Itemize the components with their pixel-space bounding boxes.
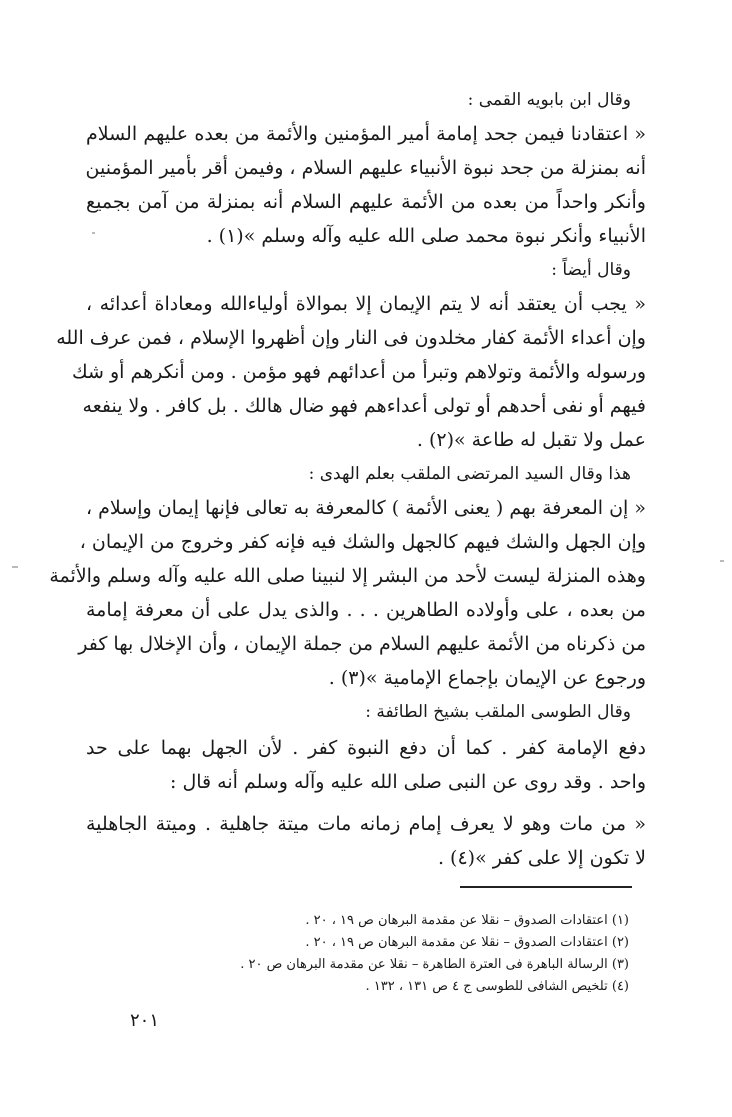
heading-also-said: وقال أيضاً : (551, 260, 631, 280)
scan-speck (12, 566, 18, 568)
text-line: فيهم أو نفى أحدهم أو تولى أعداءهم فهو ضال هالك . بل كافر . ولا ينفعه (82, 395, 646, 417)
scan-speck (720, 560, 724, 562)
text-line: « اعتقادنا فيمن جحد إمامة أمير المؤمنين والأئمة من بعده عليهم السلام (86, 123, 646, 145)
scan-speck (92, 232, 95, 234)
text-line: وأنكر واحداً من بعده من الأئمة عليهم السلام أنه بمنزلة من آمن بجميع (86, 191, 646, 213)
text-line: ورسوله والأئمة وتولاهم وتبرأ من أعدائهم فهو مؤمن . ومن أنكرهم أو شك (72, 361, 646, 383)
heading-ibn-babawayh: وقال ابن بابويه القمى : (467, 90, 631, 110)
page-number: ٢٠١ (130, 1010, 160, 1031)
text-line: عمل ولا تقبل له طاعة »(٢) . (416, 429, 646, 451)
text-line: وهذه المنزلة ليست لأحد من البشر إلا لنبينا صلى الله عليه وآله وسلم والأئمة (49, 565, 646, 587)
heading-al-tusi: وقال الطوسى الملقب بشيخ الطائفة : (365, 702, 631, 722)
text-line: أنه بمنزلة من جحد نبوة الأنبياء عليهم السلام ، وفيمن أقر بأمير المؤمنين (85, 157, 646, 179)
text-line: الأنبياء وأنكر نبوة محمد صلى الله عليه وآله وسلم »(١) . (206, 225, 646, 247)
footnote-separator (460, 886, 632, 888)
text-line: دفع الإمامة كفر . كما أن دفع النبوة كفر . لأن الجهل بهما على حد (86, 737, 646, 759)
text-line: « إن المعرفة بهم ( يعنى الأئمة ) كالمعرفة به تعالى فإنها إيمان وإسلام ، (86, 497, 646, 519)
text-line: ورجوع عن الإيمان بإجماع الإمامية »(٣) . (328, 667, 646, 689)
text-line: لا تكون إلا على كفر »(٤) . (437, 847, 646, 869)
footnote-4: (٤) تلخيص الشافى للطوسى ج ٤ ص ١٣١ ، ١٣٢ . (365, 979, 629, 994)
text-line: « يجب أن يعتقد أنه لا يتم الإيمان إلا بموالاة أولياءالله ومعاداة أعدائه ، (86, 293, 646, 315)
footnote-1: (١) اعتقادات الصدوق – نقلا عن مقدمة البرهان ص ١٩ ، ٢٠ . (305, 913, 629, 928)
text-line: « من مات وهو لا يعرف إمام زمانه مات ميتة جاهلية . وميتة الجاهلية (86, 813, 646, 835)
text-line: وإن أعداء الأئمة كفار مخلدون فى النار وإن أظهروا الإسلام ، فمن عرف الله (56, 327, 646, 349)
text-line: من بعده ، على وأولاده الطاهرين . . . والذى يدل على أن معرفة إمامة (86, 599, 646, 621)
footnote-2: (٢) اعتقادات الصدوق – نقلا عن مقدمة البرهان ص ١٩ ، ٢٠ . (305, 935, 629, 950)
text-line: وإن الجهل والشك فيهم كالجهل والشك فيه فإنه كفر وخروج من الإيمان ، (79, 531, 646, 553)
text-line: من ذكرناه من الأئمة عليهم السلام من جملة الإيمان ، وأن الإخلال بها كفر (78, 633, 646, 655)
heading-al-murtada: هذا وقال السيد المرتضى الملقب بعلم الهدى : (308, 464, 631, 484)
footnote-3: (٣) الرسالة الباهرة فى العترة الطاهرة – نقلا عن مقدمة البرهان ص ٢٠ . (240, 957, 629, 972)
text-line: واحد . وقد روى عن النبى صلى الله عليه وآله وسلم أنه قال : (170, 771, 646, 793)
